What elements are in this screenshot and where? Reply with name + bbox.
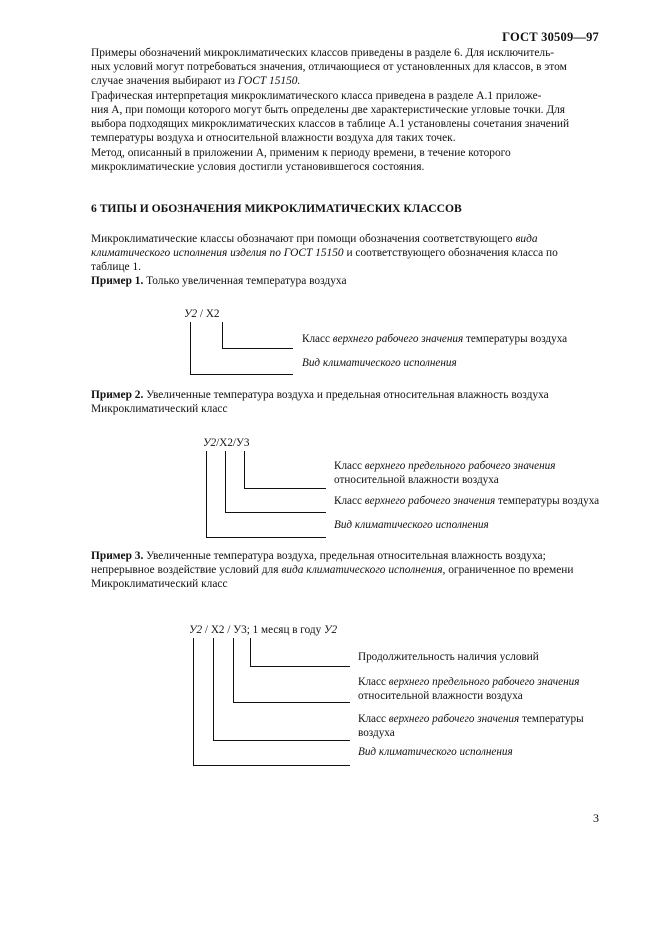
example3-heading-line2: непрерывное воздействие условий для вида климатического исполнения, ограниченное по времени [91, 564, 574, 576]
intro-p1-line2: ных условий могут потребоваться значения, отличающиеся от установленных для классов, в этом [91, 61, 567, 73]
example1-leader-h1 [222, 348, 293, 349]
section-p-line1: Микроклиматические классы обозначают при помощи обозначения соответствующего вида [91, 233, 538, 245]
example2-leader-h1 [244, 488, 326, 489]
example3-heading-line1: Пример 3. Увеличенные температура воздуха, предельная относительная влажность воздуха; [91, 550, 546, 562]
example2-leader-v1 [244, 451, 245, 488]
example2-heading: Пример 2. Увеличенные температура воздуха и предельная относительная влажность воздуха [91, 389, 549, 401]
example2-leader-h2 [225, 512, 326, 513]
example1-code: У2 / Х2 [184, 308, 220, 320]
intro-p3-line1: Метод, описанный в приложении А, применим к периоду времени, в течение которого [91, 147, 511, 159]
intro-p3-line2: микроклиматические условия достигли установившегося состояния. [91, 161, 425, 173]
example3-leader-v1 [250, 638, 251, 666]
example2-annotation-type: Вид климатического исполнения [334, 519, 489, 531]
example1-leader-h2 [190, 374, 293, 375]
example3-leader-h1 [250, 666, 350, 667]
example1-annotation-type: Вид климатического исполнения [302, 357, 457, 369]
section-title: 6 ТИПЫ И ОБОЗНАЧЕНИЯ МИКРОКЛИМАТИЧЕСКИХ КЛАССОВ [91, 202, 462, 215]
example3-annotation-temperature: Класс верхнего рабочего значения температуры воздуха [358, 713, 584, 739]
example1-annotation-class: Класс верхнего рабочего значения температуры воздуха [302, 333, 568, 345]
intro-p2-line1: Графическая интерпретация микроклиматического класса приведена в разделе А.1 приложе- [91, 90, 542, 102]
example3-leader-h4 [193, 765, 350, 766]
example3-leader-v3 [213, 638, 214, 740]
example3-code: У2 / Х2 / У3; 1 месяц в году У2 [189, 624, 338, 636]
example2-annotation-humidity: Класс верхнего предельного рабочего значения относительной влажности воздуха [334, 460, 556, 486]
intro-p1-line1: Примеры обозначений микроклиматических классов приведены в разделе 6. Для исключитель- [91, 47, 555, 59]
example1-heading: Пример 1. Только увеличенная температура воздуха [91, 275, 347, 287]
example2-subtitle: Микроклиматический класс [91, 403, 228, 415]
example3-annotation-type: Вид климатического исполнения [358, 746, 513, 758]
example3-annotation-duration: Продолжительность наличия условий [358, 651, 539, 663]
example2-annotation-temperature: Класс верхнего рабочего значения температуры воздуха [334, 495, 600, 507]
example2-code: У2/Х2/У3 [203, 437, 250, 449]
example3-annotation-humidity: Класс верхнего предельного рабочего значения относительной влажности воздуха [358, 676, 580, 702]
example2-leader-v2 [225, 451, 226, 512]
section-p-line2: климатического исполнения изделия по ГОСТ 15150 и соответствующего обозначения класса по [91, 247, 558, 259]
document-header: ГОСТ 30509—97 [502, 30, 599, 44]
example1-leader-v1 [222, 322, 223, 348]
example3-subtitle: Микроклиматический класс [91, 578, 228, 590]
example2-leader-h3 [206, 537, 326, 538]
intro-p1-line3: случае значения выбирают из ГОСТ 15150. [91, 75, 301, 87]
example2-leader-v3 [206, 451, 207, 537]
example3-leader-v2 [233, 638, 234, 702]
intro-p2-line3: выбора подходящих микроклиматических классов в таблице А.1 установлены сочетания значений [91, 118, 570, 130]
example3-leader-h3 [213, 740, 350, 741]
section-p-line3: таблице 1. [91, 261, 142, 273]
intro-p2-line2: ния А, при помощи которого могут быть определены две характеристические угловые точки. Для [91, 104, 566, 116]
page-number: 3 [593, 811, 599, 825]
example1-leader-v2 [190, 322, 191, 374]
intro-p2-line4: температуры воздуха и относительной влажности воздуха для таких точек. [91, 132, 456, 144]
example3-leader-h2 [233, 702, 350, 703]
example3-leader-v4 [193, 638, 194, 765]
